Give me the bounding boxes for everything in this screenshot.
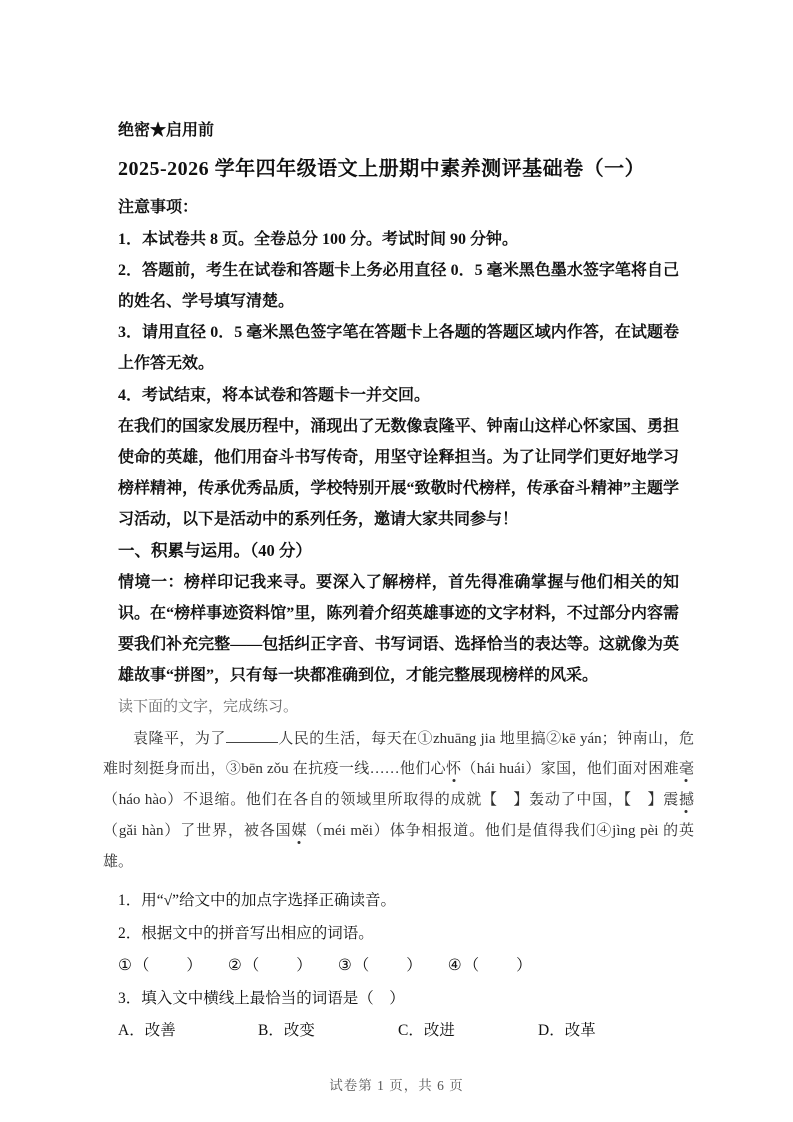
answer-blank-2: ②（ ） — [227, 957, 314, 975]
answer-blank-1: ①（ ） — [118, 957, 204, 975]
option-b: B．改变 — [258, 1022, 315, 1040]
question-2-answer-blanks — [118, 950, 679, 983]
question-3-options — [118, 1015, 679, 1048]
fill-in-blank-line — [226, 730, 278, 743]
question-2: 2．根据文中的拼音写出相应的词语。 — [118, 924, 374, 942]
option-c: C．改进 — [398, 1022, 455, 1040]
intro-paragraph: 在我们的国家发展历程中，涌现出了无数像袁隆平、钟南山这样心怀家国、勇担使命的英雄，他们用奋斗书写传奇，用坚守诠释担当。为了让同学们更好地学习榜样精神，传承优秀品质，学校特别开展“致敬时代榜样，传承奋斗精神”主题学习活动，以下是活动中的系列任务，邀请大家共同参与！ — [118, 417, 679, 529]
passage-text — [103, 724, 694, 878]
passage-segment-2: 人民的生活，每天在①zhuāng jia 地里搞②kē yán；钟南山，危难时刻挺身而出，③bēn zǒu 在抗疫一线……他们心 — [103, 730, 694, 778]
passage-segment-6: （méi měi）体争相报道。他们是值得我们④jìng pèi 的英雄。 — [103, 822, 694, 870]
reading-prompt: 读下面的文字，完成练习。 — [118, 698, 299, 715]
emphasized-char-mei: 媒 — [291, 822, 308, 839]
passage-segment-1: 袁隆平，为了 — [133, 730, 226, 747]
emphasized-char-han: 撼 — [678, 792, 694, 809]
security-label: 绝密★启用前 — [118, 122, 215, 139]
question-1: 1．用“√”给文中的加点字选择正确读音。 — [118, 892, 397, 910]
question-3: 3．填入文中横线上最恰当的词语是（ ） — [118, 989, 405, 1007]
emphasized-char-huai: 怀 — [446, 761, 462, 778]
passage-segment-3: （hái huái）家国，他们面对困难 — [461, 761, 679, 778]
page-footer: 试卷第 1 页，共 6 页 — [329, 1078, 464, 1093]
notice-item-2: 2．答题前，考生在试卷和答题卡上务必用直径 0．5 毫米黑色墨水签字笔将自己的姓名、学号填写清楚。 — [118, 261, 679, 310]
answer-blank-4: ④（ ） — [447, 957, 534, 975]
passage-segment-4: （háo hào）不退缩。他们在各自的领域里所取得的成就【 】轰动了中国，【 】震 — [103, 792, 679, 809]
passage-segment-5: （gǎi hàn）了世界，被各国 — [103, 822, 292, 839]
answer-blank-3: ③（ ） — [337, 957, 424, 975]
notice-heading: 注意事项： — [118, 199, 199, 217]
notice-item-4: 4．考试结束，将本试卷和答题卡一并交回。 — [118, 386, 431, 404]
section-1-heading: 一、积累与运用。（40 分） — [118, 541, 312, 561]
scenario-1-paragraph: 情境一：榜样印记我来寻。要深入了解榜样，首先得准确掌握与他们相关的知识。在“榜样事迹资料馆”里，陈列着介绍英雄事迹的文字材料，不过部分内容需要我们补充完整——包括纠正字音、书写词语、选择恰当的表达等。这就像为英雄故事“拼图”，只有每一块都准确到位，才能完整展现榜样的风采。 — [118, 573, 679, 685]
emphasized-char-hao: 毫 — [678, 761, 694, 778]
option-d: D．改革 — [538, 1022, 596, 1040]
notice-item-3: 3．请用直径 0．5 毫米黑色签字笔在答题卡上各题的答题区域内作答，在试题卷上作答无效。 — [118, 324, 679, 373]
paper-title: 2025-2026 学年四年级语文上册期中素养测评基础卷（一） — [118, 158, 646, 181]
option-a: A．改善 — [118, 1022, 176, 1040]
notice-item-1: 1．本试卷共 8 页。全卷总分 100 分。考试时间 90 分钟。 — [118, 230, 519, 248]
